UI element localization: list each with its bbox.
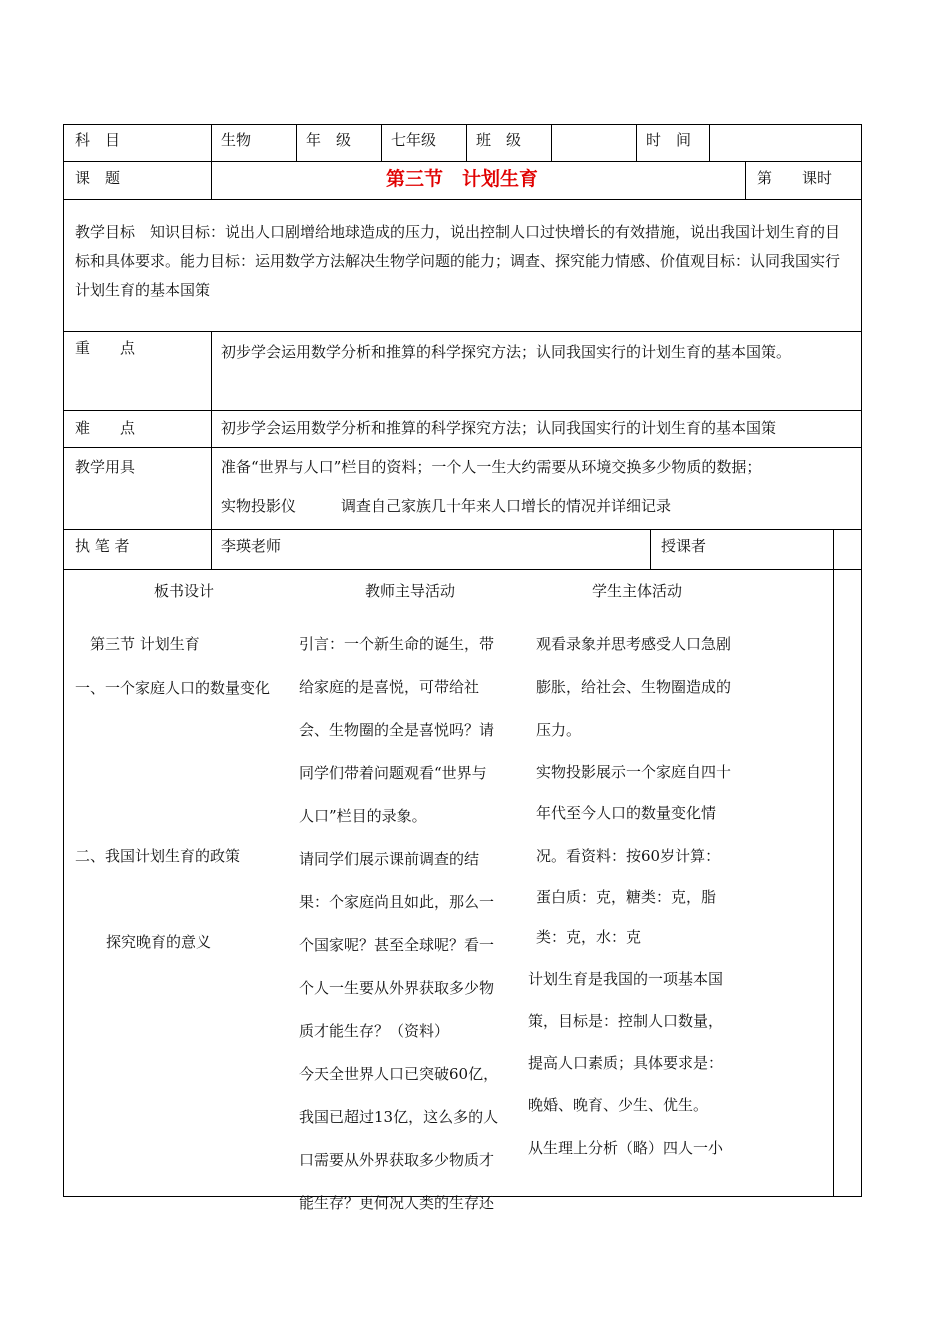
tools-line-1: 准备“世界与人口”栏目的资料；一个人一生大约需要从环境交换多少物质的数据； — [221, 458, 762, 476]
cell-divider — [745, 161, 746, 200]
difficulties-label: 难 点 — [75, 419, 136, 437]
student-line: 膨胀，给社会、生物圈造成的 — [536, 678, 732, 696]
cell-divider — [466, 124, 467, 162]
class-label: 班 级 — [476, 131, 522, 149]
teacher-line: 同学们带着问题观看“世界与 — [299, 764, 487, 782]
table-rule — [63, 569, 862, 570]
student-line: 从生理上分析（略）四人一小 — [528, 1139, 724, 1157]
cell-divider — [296, 124, 297, 162]
teacher-line: 个国家呢？甚至全球呢？看一 — [299, 936, 495, 954]
student-activity-heading: 学生主体活动 — [592, 582, 683, 600]
author-value: 李瑛老师 — [221, 537, 282, 555]
tools-label: 教学用具 — [75, 458, 136, 476]
teacher-line: 质才能生存？（资料） — [299, 1022, 450, 1040]
teacher-activity — [299, 634, 498, 1236]
teacher-line: 今天全世界人口已突破60亿， — [299, 1065, 499, 1083]
teacher-line: 引言：一个新生命的诞生，带 — [299, 635, 495, 653]
board-design-heading: 板书设计 — [154, 582, 215, 600]
student-line: 蛋白质：克，糖类：克，脂 — [536, 888, 717, 906]
table-border-left — [63, 124, 64, 1197]
cell-divider — [211, 331, 212, 570]
teaching-objectives: 教学目标 知识目标：说出人口剧增给地球造成的压力，说出控制人口过快增长的有效措施，说出我国计划生育的目标和具体要求。能力目标：运用数学方法解决生物学问题的能力；调查、探究能力情感、价值观目标：认同我国实行计划生育的基本国策 — [75, 223, 841, 299]
subject-label: 科 目 — [75, 131, 121, 149]
board-item: 一、一个家庭人口的数量变化 — [75, 679, 271, 697]
table-rule — [63, 410, 862, 411]
board-item: 探究晚育的意义 — [106, 933, 212, 951]
table-rule — [63, 529, 862, 530]
cell-divider — [211, 161, 212, 200]
teacher-line: 果：个家庭尚且如此，那么一 — [299, 893, 495, 911]
time-label: 时 间 — [646, 131, 692, 149]
student-line: 晚婚、晚育、少生、优生。 — [528, 1096, 709, 1114]
teacher-line: 请同学们展示课前调查的结 — [299, 850, 480, 868]
student-line: 类：克，水：克 — [536, 928, 642, 946]
student-line: 观看录象并思考感受人口急剧 — [536, 635, 732, 653]
author-label: 执 笔 者 — [75, 537, 130, 555]
teacher-line: 我国已超过13亿，这么多的人 — [299, 1108, 499, 1126]
instructor-label: 授课者 — [661, 537, 707, 555]
lesson-title: 第三节 计划生育 — [386, 168, 539, 190]
table-rule — [63, 331, 862, 332]
teacher-line: 会、生物圈的全是喜悦吗？请 — [299, 721, 495, 739]
table-rule — [63, 161, 862, 162]
student-line: 年代至今人口的数量变化情 — [536, 804, 717, 822]
grade-label: 年 级 — [306, 131, 352, 149]
student-line: 计划生育是我国的一项基本国 — [528, 970, 724, 988]
cell-divider — [551, 124, 552, 162]
cell-divider — [636, 124, 637, 162]
table-rule — [63, 447, 862, 448]
teacher-activity-heading: 教师主导活动 — [365, 582, 456, 600]
cell-divider — [211, 124, 212, 162]
table-border-top — [63, 124, 862, 125]
cell-divider — [709, 124, 710, 162]
student-line: 策，目标是：控制人口数量， — [528, 1012, 724, 1030]
table-border-right — [861, 124, 862, 1197]
key-points-label: 重 点 — [75, 339, 136, 357]
subject-value: 生物 — [221, 131, 252, 149]
cell-divider — [381, 124, 382, 162]
student-line: 提高人口素质；具体要求是： — [528, 1054, 724, 1072]
teacher-line: 能生存？更何况人类的生存还 — [299, 1194, 495, 1212]
teacher-line: 个人一生要从外界获取多少物 — [299, 979, 495, 997]
teacher-line: 人口”栏目的录象。 — [299, 807, 427, 825]
table-rule — [63, 199, 862, 200]
board-item: 二、我国计划生育的政策 — [75, 847, 241, 865]
difficulties-text: 初步学会运用数学分析和推算的科学探究方法；认同我国实行的计划生育的基本国策 — [221, 419, 777, 437]
cell-divider — [650, 529, 651, 570]
grade-value: 七年级 — [391, 131, 437, 149]
topic-label: 课 题 — [75, 169, 121, 187]
lesson-period-label: 第 课时 — [757, 169, 833, 187]
student-line: 况。看资料：按60岁计算： — [536, 847, 721, 865]
cell-divider — [833, 529, 834, 1197]
board-item: 第三节 计划生育 — [90, 635, 200, 653]
teacher-line: 口需要从外界获取多少物质才 — [299, 1151, 495, 1169]
key-points-text: 初步学会运用数学分析和推算的科学探究方法；认同我国实行的计划生育的基本国策。 — [221, 343, 792, 361]
teacher-line: 给家庭的是喜悦，可带给社 — [299, 678, 480, 696]
student-line: 实物投影展示一个家庭自四十 — [536, 763, 732, 781]
tools-line-2: 实物投影仪 调查自己家族几十年来人口增长的情况并详细记录 — [221, 497, 672, 515]
student-line: 压力。 — [536, 721, 582, 739]
